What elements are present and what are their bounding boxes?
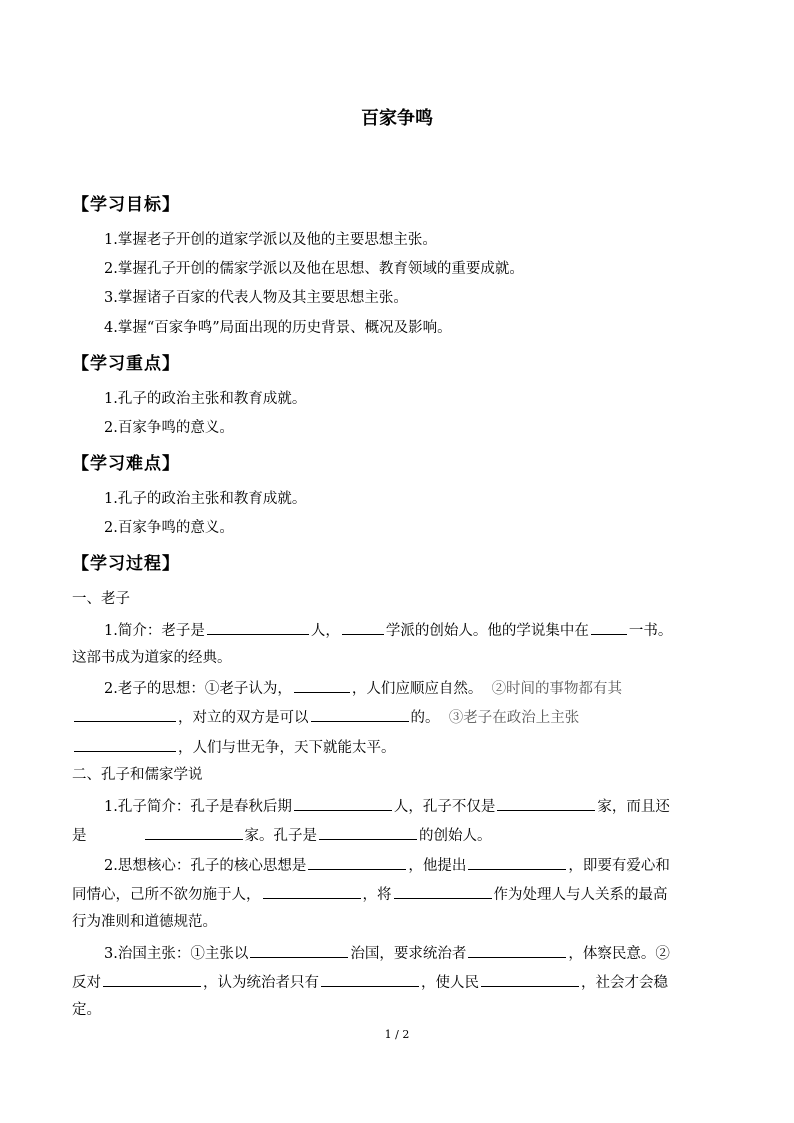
fill-blank (294, 795, 392, 811)
fill-blank (250, 942, 348, 958)
difficulty-item: 1.孔子的政治主张和教育成就。 (104, 491, 307, 507)
goal-item: 3.掌握诸子百家的代表人物及其主要思想主张。 (104, 290, 408, 306)
text-segment: 人，孔子不仅是 (393, 799, 496, 815)
part1-title: 一、老子 (72, 591, 130, 607)
part2-title: 二、孔子和儒家学说 (72, 767, 203, 783)
text-segment: ，对立的双方是可以 (178, 710, 309, 726)
part1-line2: 这部书成为道家的经典。 (72, 650, 232, 666)
text-segment: 的创始人。 (419, 828, 492, 844)
fill-blank (468, 942, 566, 958)
fill-blank (207, 619, 309, 635)
fill-blank (394, 883, 492, 899)
text-segment: ，体察民意。② (568, 946, 670, 962)
text-segment: 是 (72, 828, 87, 844)
goals-heading: 【学习目标】 (72, 195, 180, 215)
text-segment: 家，而且还 (597, 799, 670, 815)
fill-blank (145, 824, 243, 840)
text-segment: 的。 (410, 710, 440, 726)
difficulties-heading: 【学习难点】 (72, 454, 180, 474)
text-segment: ，社会才会稳 (581, 975, 668, 991)
part1-line3 (104, 677, 622, 699)
fill-blank (321, 971, 419, 987)
page-title: 百家争鸣 (361, 108, 433, 129)
goal-item: 1.掌握老子开创的道家学派以及他的主要思想主张。 (104, 232, 437, 248)
text-segment: ②时间的事物都有其 (491, 681, 623, 697)
fill-blank (342, 619, 384, 635)
text-segment: 3.治国主张：①主张以 (104, 946, 249, 962)
part2-line4 (72, 883, 668, 905)
part2-line8: 定。 (72, 1002, 101, 1018)
fill-blank (319, 824, 417, 840)
text-segment: ，即要有爱心和 (568, 858, 670, 874)
fill-blank (103, 971, 201, 987)
part1-line4 (72, 706, 579, 728)
fill-blank (308, 854, 406, 870)
text-segment: 学派的创始人。他的学说集中在 (385, 623, 589, 639)
goal-item: 4.掌握“百家争鸣”局面出现的历史背景、概况及影响。 (104, 320, 452, 336)
page-number: 1 / 2 (384, 1028, 410, 1041)
goal-item: 2.掌握孔子开创的儒家学派以及他在思想、教育领域的重要成就。 (104, 261, 524, 277)
text-segment: 反对 (72, 975, 101, 991)
part2-line5: 行为准则和道德规范。 (72, 914, 217, 930)
fill-blank (481, 971, 579, 987)
part2-line6 (104, 942, 670, 964)
text-segment: 家。孔子是 (244, 828, 317, 844)
text-segment: 1.孔子简介：孔子是春秋后期 (104, 799, 292, 815)
text-segment: 作为处理人与人关系的最高 (493, 887, 668, 903)
fill-blank (591, 619, 627, 635)
fill-blank (294, 677, 350, 693)
key-points-heading: 【学习重点】 (72, 354, 180, 374)
text-segment: 一书。 (628, 623, 673, 639)
text-segment: ，他提出 (408, 858, 467, 874)
difficulty-item: 2.百家争鸣的意义。 (104, 520, 234, 536)
part1-line1 (104, 619, 672, 641)
text-segment: 同情心，己所不欲勿施于人， (72, 887, 261, 903)
text-segment: ，使人民 (421, 975, 479, 991)
part2-line2 (72, 824, 492, 846)
text-segment: ，人们应顺应自然。 (351, 681, 483, 697)
part2-line1 (104, 795, 670, 817)
text-segment: 2.老子的思想：①老子认为， (104, 681, 292, 697)
text-segment: 治国，要求统治者 (350, 946, 467, 962)
text-segment: 2.思想核心：孔子的核心思想是 (104, 858, 307, 874)
fill-blank (497, 795, 595, 811)
text-segment: ，将 (362, 887, 392, 903)
fill-blank (468, 854, 566, 870)
part1-line5 (72, 736, 396, 758)
fill-blank (74, 706, 176, 722)
process-heading: 【学习过程】 (72, 554, 180, 574)
part2-line3 (104, 854, 670, 876)
text-segment: ，认为统治者只有 (203, 975, 319, 991)
fill-blank (74, 736, 176, 752)
text-segment: ③老子在政治上主张 (448, 710, 580, 726)
key-point-item: 1.孔子的政治主张和教育成就。 (104, 391, 307, 407)
fill-blank (311, 706, 409, 722)
text-segment: 1.简介：老子是 (104, 623, 205, 639)
fill-blank (263, 883, 361, 899)
text-segment: 人， (310, 623, 340, 639)
part2-line7 (72, 971, 668, 993)
text-segment: ，人们与世无争，天下就能太平。 (178, 740, 396, 756)
key-point-item: 2.百家争鸣的意义。 (104, 420, 234, 436)
